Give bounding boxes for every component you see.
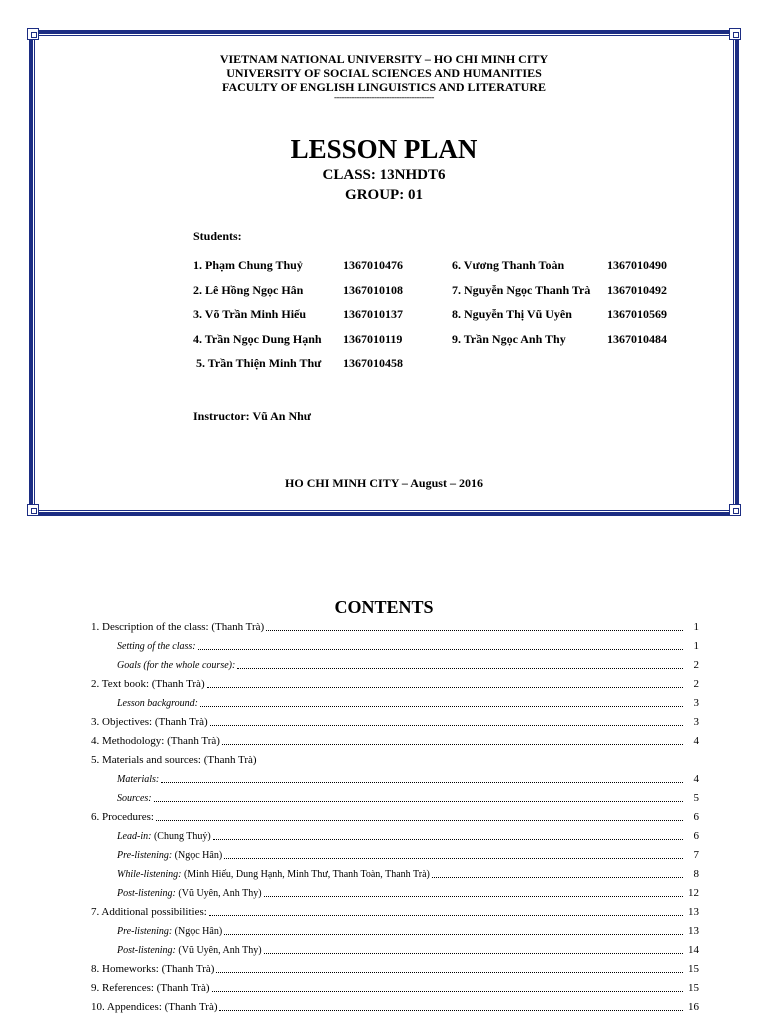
toc-entry-text: 4. Methodology: (Thanh Trà) [91, 735, 220, 747]
toc-entry-label [117, 868, 432, 881]
toc-page-number: 7 [693, 849, 699, 861]
toc-entry[interactable] [91, 962, 699, 976]
toc-dot-leader [432, 877, 683, 878]
toc-entry-text: (Vũ Uyên, Anh Thy) [175, 945, 262, 956]
toc-entry-text: (Vũ Uyên, Anh Thy) [175, 888, 262, 899]
toc-page-number: 13 [688, 906, 699, 918]
toc-entry-label [91, 982, 212, 995]
toc-entry-label [91, 678, 207, 691]
toc-entry[interactable] [91, 620, 699, 634]
toc-entry-label [91, 811, 156, 824]
toc-entry-text: 5. Materials and sources: (Thanh Trà) [91, 754, 257, 766]
toc-page-number: 4 [693, 773, 699, 785]
student-id: 1367010137 [343, 307, 403, 321]
toc-page-number: 13 [688, 925, 699, 937]
student-name: 4. Trần Ngọc Dung Hạnh [193, 332, 322, 346]
toc-entry-italic-label: Lesson background: [117, 698, 199, 709]
toc-entry-text: 10. Appendices: (Thanh Trà) [91, 1001, 218, 1013]
document-title: LESSON PLAN [290, 134, 478, 164]
toc-dot-leader [264, 896, 683, 897]
toc-entry-text: (Minh Hiếu, Dung Hạnh, Minh Thư, Thanh Toàn, Thanh Trà) [181, 869, 430, 880]
toc-entry-label [91, 754, 259, 767]
toc-page-number: 5 [693, 792, 699, 804]
toc-dot-leader [209, 915, 683, 916]
toc-page-number: 4 [693, 735, 699, 747]
toc-dot-leader [213, 839, 683, 840]
student-id: 1367010108 [343, 283, 403, 297]
toc-entry-label [91, 621, 266, 634]
toc-dot-leader [266, 630, 683, 631]
toc-entry-italic-label: Pre-listening: [117, 850, 173, 861]
toc-page-number: 8 [693, 868, 699, 880]
student-name: 2. Lê Hồng Ngọc Hân [193, 283, 304, 297]
toc-entry-label [91, 963, 216, 976]
toc-entry-label [117, 849, 224, 862]
toc-entry[interactable] [117, 791, 699, 805]
toc-entry[interactable] [117, 829, 699, 843]
toc-entry[interactable] [91, 734, 699, 748]
toc-entry-text: 8. Homeworks: (Thanh Trà) [91, 963, 215, 975]
toc-dot-leader [161, 782, 683, 783]
cover-frame-inner [34, 35, 734, 511]
toc-entry-text: (Chung Thuỷ) [151, 831, 211, 842]
toc-entry-label [117, 697, 200, 710]
toc-entry-italic-label: Setting of the class: [117, 641, 196, 652]
student-name: 6. Vương Thanh Toàn [452, 258, 565, 272]
toc-entry[interactable] [117, 772, 699, 786]
toc-entry-text: 3. Objectives: (Thanh Trà) [91, 716, 208, 728]
frame-corner-ornament [729, 504, 741, 516]
place-date: HO CHI MINH CITY – August – 2016 [285, 476, 483, 490]
toc-page-number: 15 [688, 982, 699, 994]
student-id: 1367010484 [607, 332, 667, 346]
toc-page-number: 2 [693, 678, 699, 690]
student-name: 1. Phạm Chung Thuỷ [193, 258, 303, 272]
toc-entry-italic-label: While-listening: [117, 869, 182, 880]
toc-dot-leader [198, 649, 683, 650]
toc-entry-text: 7. Additional possibilities: [91, 906, 207, 918]
toc-page-number: 6 [693, 811, 699, 823]
toc-entry[interactable] [91, 981, 699, 995]
toc-entry[interactable] [117, 867, 699, 881]
toc-dot-leader [154, 801, 683, 802]
toc-entry[interactable] [91, 715, 699, 729]
contents-title: CONTENTS [334, 597, 434, 617]
toc-entry-italic-label: Pre-listening: [117, 926, 173, 937]
student-id: 1367010119 [343, 332, 403, 346]
toc-entry-label [117, 640, 198, 653]
toc-entry-label [91, 735, 222, 748]
toc-entry-text: (Ngọc Hân) [172, 926, 223, 937]
toc-dot-leader [210, 725, 683, 726]
toc-dot-leader [207, 687, 683, 688]
header-separator: ---------------------------------------- [334, 92, 434, 102]
toc-entry-text: 1. Description of the class: (Thanh Trà) [91, 621, 265, 633]
toc-entry[interactable] [91, 753, 699, 767]
group-line: GROUP: 01 [345, 187, 423, 203]
toc-entry-label [117, 887, 264, 900]
toc-entry-italic-label: Post-listening: [117, 945, 176, 956]
toc-entry-text: (Ngọc Hân) [172, 850, 223, 861]
toc-entry-italic-label: Lead-in: [117, 831, 152, 842]
toc-page-number: 6 [693, 830, 699, 842]
class-line: CLASS: 13NHDT6 [322, 167, 446, 183]
toc-entry[interactable] [91, 905, 699, 919]
toc-page-number: 1 [693, 640, 699, 652]
students-label: Students: [193, 229, 242, 243]
toc-entry[interactable] [91, 810, 699, 824]
student-id: 1367010492 [607, 283, 667, 297]
toc-page-number: 2 [693, 659, 699, 671]
toc-dot-leader [237, 668, 683, 669]
toc-dot-leader [224, 934, 683, 935]
toc-entry[interactable] [117, 639, 699, 653]
toc-dot-leader [224, 858, 683, 859]
toc-entry[interactable] [117, 886, 699, 900]
student-name: 9. Trần Ngọc Anh Thy [452, 332, 566, 346]
school-name: UNIVERSITY OF SOCIAL SCIENCES AND HUMANITIES [226, 66, 542, 80]
frame-corner-ornament [729, 28, 741, 40]
toc-entry[interactable] [117, 696, 699, 710]
faculty-name: FACULTY OF ENGLISH LINGUISTICS AND LITERATURE [222, 80, 546, 94]
student-name: 3. Võ Trần Minh Hiếu [193, 307, 307, 321]
toc-entry[interactable] [117, 943, 699, 957]
toc-entry[interactable] [91, 677, 699, 691]
student-id: 1367010476 [343, 258, 403, 272]
toc-dot-leader [219, 1010, 683, 1011]
student-name: 5. Trần Thiện Minh Thư [196, 356, 322, 370]
toc-entry-label [117, 944, 264, 957]
toc-page-number: 3 [693, 716, 699, 728]
toc-entry-label [117, 830, 213, 843]
toc-entry-label [91, 716, 210, 729]
toc-dot-leader [264, 953, 683, 954]
toc-dot-leader [216, 972, 683, 973]
toc-entry-label [117, 792, 154, 805]
toc-entry-italic-label: Goals (for the whole course): [117, 660, 236, 671]
toc-entry[interactable] [117, 848, 699, 862]
toc-page-number: 15 [688, 963, 699, 975]
toc-page-number: 14 [688, 944, 699, 956]
toc-page-number: 12 [688, 887, 699, 899]
toc-entry-label [117, 773, 161, 786]
student-name: 8. Nguyễn Thị Vũ Uyên [452, 307, 572, 321]
toc-dot-leader [200, 706, 683, 707]
student-id: 1367010490 [607, 258, 667, 272]
toc-dot-leader [156, 820, 683, 821]
toc-dot-leader [212, 991, 683, 992]
toc-entry-label [117, 925, 224, 938]
toc-entry[interactable] [91, 1000, 699, 1014]
frame-corner-ornament [27, 28, 39, 40]
toc-page-number: 1 [693, 621, 699, 633]
student-id: 1367010458 [343, 356, 403, 370]
toc-entry-text: 6. Procedures: [91, 811, 154, 823]
toc-entry-label [117, 659, 237, 672]
toc-page-number: 3 [693, 697, 699, 709]
student-name: 7. Nguyễn Ngọc Thanh Trà [452, 283, 591, 297]
toc-entry-italic-label: Post-listening: [117, 888, 176, 899]
toc-entry-italic-label: Sources: [117, 793, 152, 804]
toc-entry-label [91, 1001, 219, 1014]
toc-entry-text: 9. References: (Thanh Trà) [91, 982, 210, 994]
toc-entry[interactable] [117, 924, 699, 938]
toc-entry-italic-label: Materials: [117, 774, 160, 785]
toc-page-number: 16 [688, 1001, 699, 1013]
toc-entry-text: 2. Text book: (Thanh Trà) [91, 678, 205, 690]
frame-corner-ornament [27, 504, 39, 516]
university-name: VIETNAM NATIONAL UNIVERSITY – HO CHI MINH CITY [219, 52, 549, 66]
toc-entry-label [91, 906, 209, 919]
toc-entry[interactable] [117, 658, 699, 672]
instructor-line: Instructor: Vũ An Như [193, 409, 311, 423]
toc-dot-leader [222, 744, 683, 745]
student-id: 1367010569 [607, 307, 667, 321]
